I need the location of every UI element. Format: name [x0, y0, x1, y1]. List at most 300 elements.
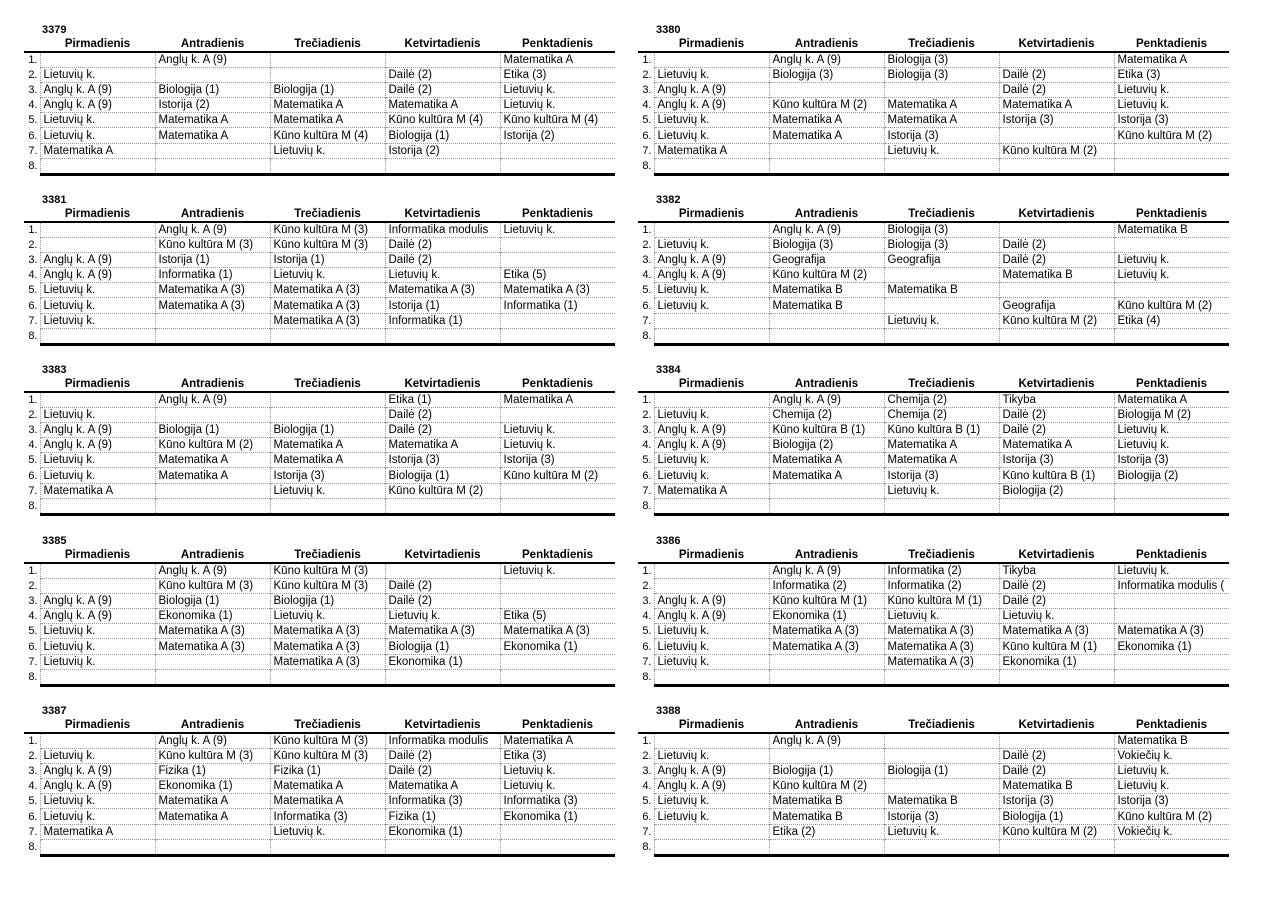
period-row: [638, 609, 1229, 624]
lesson-cell: [769, 498, 884, 514]
lesson-cell: [40, 733, 155, 749]
lesson-cell: [769, 669, 884, 685]
lesson-cell: Anglų k. A (9): [654, 779, 769, 794]
lesson-cell: Lietuvių k.: [40, 654, 155, 669]
lesson-cell: Matematika A (3): [884, 654, 999, 669]
lesson-cell: Ekonomika (1): [769, 609, 884, 624]
period-row: [638, 624, 1229, 639]
period-number: 4.: [28, 610, 38, 623]
lesson-cell: Matematika A: [155, 113, 270, 128]
day-header: Ketvirtadienis: [385, 376, 500, 392]
lesson-cell: [500, 143, 615, 158]
period-row: [638, 313, 1229, 328]
period-row: [24, 579, 615, 594]
period-number: 4.: [28, 99, 38, 112]
period-number: 4.: [642, 269, 652, 282]
day-header: Trečiadienis: [884, 717, 999, 733]
period-header: [638, 36, 654, 52]
class-timetable: [24, 194, 615, 352]
lesson-cell: Lietuvių k.: [40, 313, 155, 328]
lesson-cell: Tikyba: [999, 392, 1114, 408]
class-id: 3383: [42, 364, 67, 376]
day-header: Pirmadienis: [40, 547, 155, 563]
lesson-cell: [999, 52, 1114, 68]
period-row: [638, 579, 1229, 594]
day-header: Trečiadienis: [884, 206, 999, 222]
lesson-cell: [654, 328, 769, 344]
lesson-cell: [385, 498, 500, 514]
lesson-cell: Anglų k. A (9): [155, 563, 270, 579]
lesson-cell: Kūno kultūra M (3): [155, 749, 270, 764]
lesson-cell: Biologija (2): [769, 438, 884, 453]
lesson-cell: Matematika A (3): [769, 639, 884, 654]
lesson-cell: Istorija (1): [270, 253, 385, 268]
lesson-cell: Matematika A: [769, 113, 884, 128]
lesson-cell: Matematika A: [155, 809, 270, 824]
lesson-cell: Anglų k. A (9): [155, 52, 270, 68]
lesson-cell: Matematika A: [654, 483, 769, 498]
lesson-cell: [999, 283, 1114, 298]
lesson-cell: Lietuvių k.: [654, 283, 769, 298]
lesson-cell: Lietuvių k.: [40, 809, 155, 824]
lesson-cell: [1114, 609, 1229, 624]
lesson-cell: Tikyba: [999, 563, 1114, 579]
lesson-cell: Matematika A: [270, 438, 385, 453]
period-row: [638, 654, 1229, 669]
period-row: [638, 68, 1229, 83]
day-header: Penktadienis: [1114, 206, 1229, 222]
lesson-cell: Lietuvių k.: [500, 563, 615, 579]
period-number: 3.: [642, 765, 652, 778]
day-header-row: [24, 547, 615, 563]
lesson-cell: Kūno kultūra M (4): [385, 113, 500, 128]
period-row: [24, 609, 615, 624]
lesson-cell: [270, 498, 385, 514]
day-header: Pirmadienis: [654, 547, 769, 563]
lesson-cell: Kūno kultūra M (2): [769, 98, 884, 113]
lesson-cell: Matematika A: [769, 468, 884, 483]
lesson-cell: Lietuvių k.: [1114, 779, 1229, 794]
period-number: 5.: [642, 114, 652, 127]
class-id: 3381: [42, 194, 67, 206]
day-header: Penktadienis: [1114, 36, 1229, 52]
lesson-cell: Geografija: [769, 253, 884, 268]
period-number: 1.: [642, 54, 652, 67]
lesson-cell: Ekonomika (1): [999, 654, 1114, 669]
period-number: 7.: [28, 484, 38, 497]
lesson-cell: [654, 392, 769, 408]
period-number: 1.: [28, 394, 38, 407]
period-number: 3.: [28, 765, 38, 778]
period-number: 8.: [28, 671, 38, 684]
period-number: 2.: [642, 750, 652, 763]
period-number: 3.: [28, 84, 38, 97]
timetable-grid: [24, 376, 615, 516]
lesson-cell: Lietuvių k.: [654, 68, 769, 83]
period-number: 7.: [28, 655, 38, 668]
lesson-cell: Matematika A: [270, 98, 385, 113]
period-row: [24, 669, 615, 685]
lesson-cell: [40, 669, 155, 685]
lesson-cell: [500, 158, 615, 174]
lesson-cell: Kūno kultūra M (1): [999, 639, 1114, 654]
lesson-cell: [999, 669, 1114, 685]
lesson-cell: [654, 669, 769, 685]
period-number: 3.: [642, 254, 652, 267]
period-row: [24, 594, 615, 609]
lesson-cell: Lietuvių k.: [40, 639, 155, 654]
lesson-cell: [999, 498, 1114, 514]
lesson-cell: Lietuvių k.: [654, 468, 769, 483]
lesson-cell: Anglų k. A (9): [769, 222, 884, 238]
period-number: 1.: [28, 735, 38, 748]
period-number: 6.: [642, 129, 652, 142]
period-row: [24, 408, 615, 423]
lesson-cell: Kūno kultūra M (2): [1114, 128, 1229, 143]
lesson-cell: Lietuvių k.: [270, 143, 385, 158]
lesson-cell: Lietuvių k.: [1114, 253, 1229, 268]
lesson-cell: Lietuvių k.: [654, 749, 769, 764]
lesson-cell: Kūno kultūra M (3): [155, 238, 270, 253]
lesson-cell: Matematika A: [270, 779, 385, 794]
period-number: 2.: [28, 409, 38, 422]
period-row: [24, 83, 615, 98]
lesson-cell: Fizika (1): [270, 764, 385, 779]
period-number: 1.: [642, 224, 652, 237]
lesson-cell: [155, 68, 270, 83]
period-row: [638, 733, 1229, 749]
period-row: [24, 639, 615, 654]
lesson-cell: Biologija (1): [385, 468, 500, 483]
period-number: 7.: [642, 825, 652, 838]
class-timetable: [24, 364, 615, 522]
lesson-cell: Informatika (2): [769, 579, 884, 594]
period-number: 2.: [28, 750, 38, 763]
lesson-cell: Lietuvių k.: [654, 654, 769, 669]
lesson-cell: Kūno kultūra M (4): [500, 113, 615, 128]
period-header: [24, 36, 40, 52]
lesson-cell: Kūno kultūra M (1): [769, 594, 884, 609]
period-row: [24, 128, 615, 143]
lesson-cell: Kūno kultūra M (2): [769, 268, 884, 283]
day-header-row: [24, 206, 615, 222]
day-header-row: [638, 36, 1229, 52]
lesson-cell: Lietuvių k.: [500, 779, 615, 794]
lesson-cell: [654, 824, 769, 839]
lesson-cell: Informatika (3): [500, 794, 615, 809]
lesson-cell: Informatika (1): [155, 268, 270, 283]
lesson-cell: Matematika A (3): [385, 283, 500, 298]
day-header: Trečiadienis: [270, 376, 385, 392]
lesson-cell: Matematika A: [999, 98, 1114, 113]
lesson-cell: Istorija (1): [155, 253, 270, 268]
period-row: [24, 268, 615, 283]
lesson-cell: [500, 328, 615, 344]
period-row: [638, 253, 1229, 268]
period-row: [638, 268, 1229, 283]
class-timetable: [638, 705, 1229, 863]
lesson-cell: [500, 654, 615, 669]
lesson-cell: Matematika A (3): [270, 654, 385, 669]
lesson-cell: Informatika (1): [500, 298, 615, 313]
lesson-cell: Matematika A (3): [270, 298, 385, 313]
period-row: [24, 438, 615, 453]
lesson-cell: Matematika A: [40, 143, 155, 158]
lesson-cell: Informatika (3): [270, 809, 385, 824]
lesson-cell: [654, 563, 769, 579]
lesson-cell: [385, 563, 500, 579]
lesson-cell: [884, 749, 999, 764]
lesson-cell: Matematika B: [999, 779, 1114, 794]
lesson-cell: Dailė (2): [999, 68, 1114, 83]
lesson-cell: Lietuvių k.: [40, 794, 155, 809]
lesson-cell: Matematika A: [884, 438, 999, 453]
lesson-cell: [155, 669, 270, 685]
lesson-cell: Dailė (2): [999, 594, 1114, 609]
lesson-cell: Chemija (2): [884, 392, 999, 408]
lesson-cell: Lietuvių k.: [654, 238, 769, 253]
lesson-cell: Lietuvių k.: [500, 83, 615, 98]
lesson-cell: [500, 238, 615, 253]
lesson-cell: Matematika A: [385, 779, 500, 794]
lesson-cell: Anglų k. A (9): [40, 764, 155, 779]
lesson-cell: Biologija (3): [884, 222, 999, 238]
class-id: 3388: [656, 705, 681, 717]
period-row: [638, 423, 1229, 438]
day-header: Antradienis: [155, 206, 270, 222]
period-row: [638, 839, 1229, 855]
lesson-cell: [155, 654, 270, 669]
lesson-cell: Matematika B: [884, 794, 999, 809]
lesson-cell: Lietuvių k.: [654, 809, 769, 824]
lesson-cell: Anglų k. A (9): [769, 52, 884, 68]
lesson-cell: Kūno kultūra B (1): [884, 423, 999, 438]
day-header-row: [638, 547, 1229, 563]
period-number: 6.: [642, 640, 652, 653]
lesson-cell: Informatika (2): [884, 579, 999, 594]
period-row: [24, 98, 615, 113]
lesson-cell: [40, 52, 155, 68]
lesson-cell: Matematika A (3): [270, 639, 385, 654]
period-number: 8.: [642, 671, 652, 684]
period-number: 8.: [28, 500, 38, 513]
lesson-cell: Ekonomika (1): [500, 639, 615, 654]
lesson-cell: Kūno kultūra M (3): [270, 579, 385, 594]
lesson-cell: Lietuvių k.: [270, 268, 385, 283]
lesson-cell: Kūno kultūra M (2): [1114, 298, 1229, 313]
period-row: [638, 809, 1229, 824]
lesson-cell: Lietuvių k.: [385, 268, 500, 283]
lesson-cell: Matematika A (3): [1114, 624, 1229, 639]
lesson-cell: Etika (4): [1114, 313, 1229, 328]
period-number: 8.: [28, 160, 38, 173]
lesson-cell: [769, 749, 884, 764]
day-header: Ketvirtadienis: [999, 206, 1114, 222]
period-row: [24, 779, 615, 794]
lesson-cell: Lietuvių k.: [884, 824, 999, 839]
lesson-cell: Anglų k. A (9): [654, 438, 769, 453]
lesson-cell: Biologija (1): [769, 764, 884, 779]
period-row: [638, 298, 1229, 313]
lesson-cell: [999, 128, 1114, 143]
lesson-cell: Anglų k. A (9): [769, 733, 884, 749]
lesson-cell: [40, 839, 155, 855]
lesson-cell: Anglų k. A (9): [155, 392, 270, 408]
lesson-cell: Biologija (1): [155, 83, 270, 98]
lesson-cell: Vokiečių k.: [1114, 824, 1229, 839]
lesson-cell: [40, 563, 155, 579]
lesson-cell: Lietuvių k.: [40, 453, 155, 468]
lesson-cell: Anglų k. A (9): [654, 83, 769, 98]
lesson-cell: Anglų k. A (9): [155, 222, 270, 238]
lesson-cell: Ekonomika (1): [500, 809, 615, 824]
day-header-row: [638, 717, 1229, 733]
lesson-cell: Istorija (3): [999, 113, 1114, 128]
lesson-cell: Istorija (1): [385, 298, 500, 313]
lesson-cell: [654, 222, 769, 238]
lesson-cell: [1114, 283, 1229, 298]
lesson-cell: Anglų k. A (9): [654, 423, 769, 438]
lesson-cell: Vokiečių k.: [1114, 749, 1229, 764]
period-row: [24, 328, 615, 344]
period-row: [638, 283, 1229, 298]
lesson-cell: Lietuvių k.: [385, 609, 500, 624]
lesson-cell: Matematika A: [1114, 392, 1229, 408]
lesson-cell: Dailė (2): [999, 408, 1114, 423]
lesson-cell: Matematika A: [155, 128, 270, 143]
lesson-cell: Chemija (2): [884, 408, 999, 423]
lesson-cell: Kūno kultūra M (2): [769, 779, 884, 794]
lesson-cell: Istorija (3): [1114, 453, 1229, 468]
period-number: 2.: [642, 239, 652, 252]
lesson-cell: [654, 498, 769, 514]
period-row: [24, 253, 615, 268]
lesson-cell: [40, 579, 155, 594]
period-row: [24, 749, 615, 764]
lesson-cell: [999, 158, 1114, 174]
day-header: Penktadienis: [1114, 717, 1229, 733]
lesson-cell: Anglų k. A (9): [40, 423, 155, 438]
day-header: Penktadienis: [500, 717, 615, 733]
lesson-cell: Matematika A: [884, 98, 999, 113]
day-header: Penktadienis: [500, 206, 615, 222]
period-row: [24, 298, 615, 313]
lesson-cell: [654, 313, 769, 328]
period-row: [638, 594, 1229, 609]
lesson-cell: Kūno kultūra M (3): [155, 579, 270, 594]
lesson-cell: Lietuvių k.: [500, 222, 615, 238]
lesson-cell: Matematika A: [385, 438, 500, 453]
lesson-cell: [769, 83, 884, 98]
lesson-cell: Istorija (3): [500, 453, 615, 468]
period-row: [638, 113, 1229, 128]
period-number: 5.: [28, 625, 38, 638]
period-row: [24, 453, 615, 468]
lesson-cell: [769, 483, 884, 498]
period-number: 6.: [28, 129, 38, 142]
lesson-cell: Matematika A (3): [500, 283, 615, 298]
lesson-cell: Anglų k. A (9): [654, 268, 769, 283]
lesson-cell: Matematika A: [769, 453, 884, 468]
lesson-cell: Matematika A: [270, 794, 385, 809]
period-number: 4.: [28, 269, 38, 282]
day-header: Penktadienis: [500, 36, 615, 52]
period-number: 7.: [642, 484, 652, 497]
period-number: 4.: [642, 439, 652, 452]
lesson-cell: [155, 483, 270, 498]
lesson-cell: Dailė (2): [999, 83, 1114, 98]
period-number: 8.: [642, 160, 652, 173]
lesson-cell: Etika (2): [769, 824, 884, 839]
period-row: [638, 639, 1229, 654]
lesson-cell: [654, 579, 769, 594]
lesson-cell: Kūno kultūra M (4): [270, 128, 385, 143]
class-id: 3380: [656, 24, 681, 36]
period-row: [638, 143, 1229, 158]
lesson-cell: Matematika B: [1114, 222, 1229, 238]
lesson-cell: [385, 158, 500, 174]
class-id: 3379: [42, 24, 67, 36]
lesson-cell: Istorija (2): [155, 98, 270, 113]
class-id: 3386: [656, 535, 681, 547]
lesson-cell: Fizika (1): [385, 809, 500, 824]
lesson-cell: Matematika A: [999, 438, 1114, 453]
period-number: 2.: [28, 239, 38, 252]
lesson-cell: [999, 328, 1114, 344]
day-header: Pirmadienis: [40, 717, 155, 733]
lesson-cell: Anglų k. A (9): [40, 779, 155, 794]
period-number: 6.: [642, 469, 652, 482]
period-number: 6.: [28, 299, 38, 312]
period-number: 5.: [28, 284, 38, 297]
lesson-cell: [1114, 594, 1229, 609]
lesson-cell: [385, 328, 500, 344]
lesson-cell: Lietuvių k.: [654, 624, 769, 639]
lesson-cell: Matematika B: [884, 283, 999, 298]
lesson-cell: [1114, 839, 1229, 855]
lesson-cell: Anglų k. A (9): [40, 253, 155, 268]
lesson-cell: Etika (1): [385, 392, 500, 408]
lesson-cell: Biologija (1): [270, 423, 385, 438]
lesson-cell: Anglų k. A (9): [654, 609, 769, 624]
lesson-cell: Istorija (2): [385, 143, 500, 158]
lesson-cell: Matematika A (3): [884, 624, 999, 639]
lesson-cell: [884, 298, 999, 313]
lesson-cell: [1114, 238, 1229, 253]
period-number: 8.: [642, 500, 652, 513]
lesson-cell: [999, 222, 1114, 238]
lesson-cell: Lietuvių k.: [270, 483, 385, 498]
lesson-cell: Informatika (1): [385, 313, 500, 328]
lesson-cell: Etika (5): [500, 609, 615, 624]
period-row: [638, 222, 1229, 238]
lesson-cell: Dailė (2): [385, 83, 500, 98]
lesson-cell: [769, 313, 884, 328]
class-id: 3387: [42, 705, 67, 717]
lesson-cell: [500, 579, 615, 594]
period-number: 5.: [642, 795, 652, 808]
lesson-cell: Dailė (2): [999, 764, 1114, 779]
lesson-cell: Matematika A: [385, 98, 500, 113]
lesson-cell: [769, 839, 884, 855]
lesson-cell: Matematika B: [769, 283, 884, 298]
lesson-cell: [1114, 483, 1229, 498]
lesson-cell: Anglų k. A (9): [40, 438, 155, 453]
lesson-cell: Istorija (3): [884, 128, 999, 143]
lesson-cell: Biologija (3): [884, 238, 999, 253]
period-row: [24, 113, 615, 128]
lesson-cell: Etika (5): [500, 268, 615, 283]
